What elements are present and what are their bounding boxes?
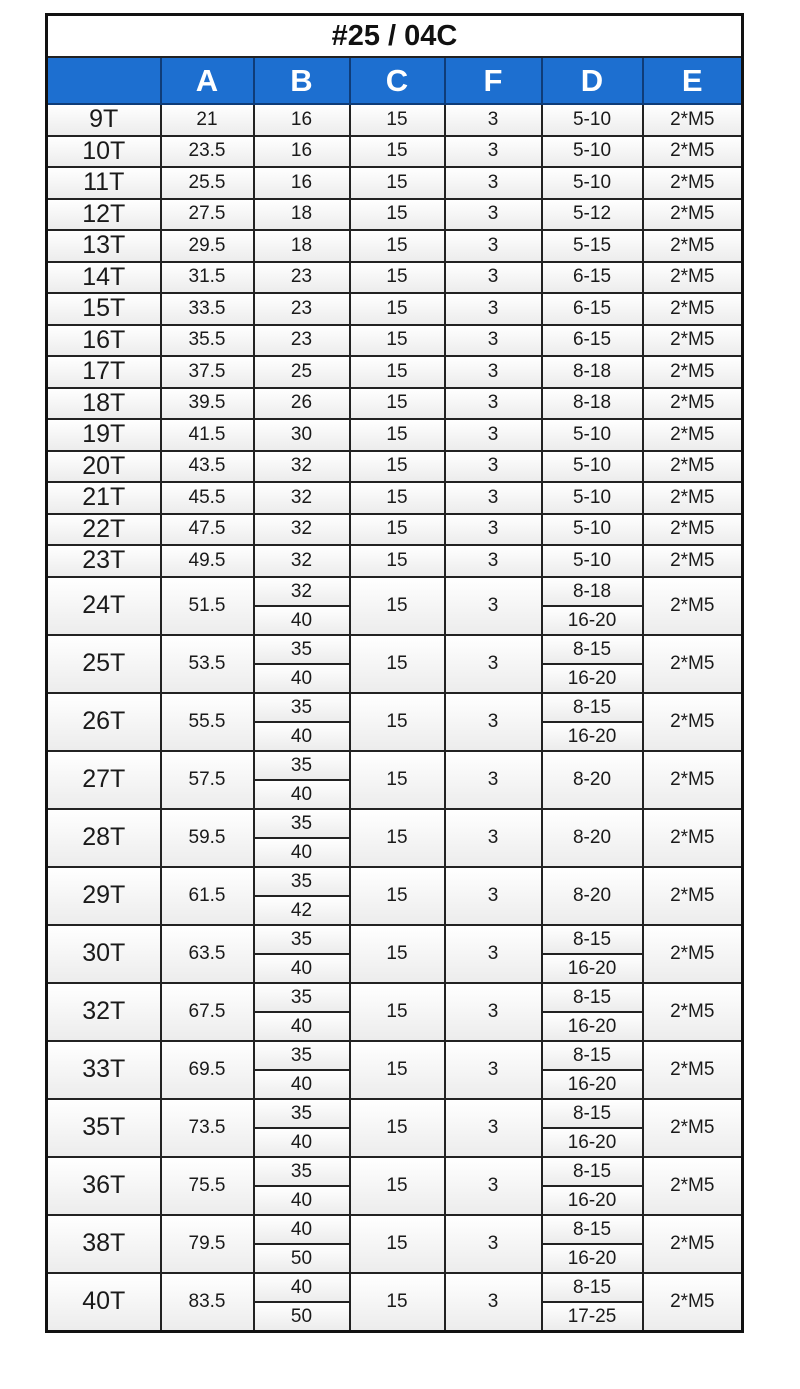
cell-e: 2*M5 <box>643 1041 743 1099</box>
cell-a: 61.5 <box>161 867 254 925</box>
cell-d-alt: 16-20 <box>542 1244 643 1273</box>
tooth-cell: 20T <box>47 451 161 483</box>
table-row <box>47 104 743 136</box>
table-row <box>47 419 743 451</box>
cell-f: 3 <box>445 419 542 451</box>
tooth-cell: 28T <box>47 809 161 867</box>
header-tooth <box>47 57 161 104</box>
tooth-cell: 40T <box>47 1273 161 1332</box>
cell-c: 15 <box>350 104 445 136</box>
tooth-cell: 33T <box>47 1041 161 1099</box>
cell-c: 15 <box>350 1041 445 1099</box>
cell-d-alt: 16-20 <box>542 606 643 635</box>
tooth-cell: 15T <box>47 293 161 325</box>
table-row <box>47 482 743 514</box>
cell-c: 15 <box>350 167 445 199</box>
cell-c: 15 <box>350 451 445 483</box>
cell-c: 15 <box>350 1273 445 1332</box>
cell-b: 30 <box>254 419 350 451</box>
cell-c: 15 <box>350 577 445 635</box>
cell-e: 2*M5 <box>643 230 743 262</box>
cell-e: 2*M5 <box>643 545 743 577</box>
cell-f: 3 <box>445 262 542 294</box>
cell-b: 35 <box>254 635 350 664</box>
cell-f: 3 <box>445 809 542 867</box>
cell-b: 23 <box>254 262 350 294</box>
table-row <box>47 1215 743 1244</box>
tooth-cell: 26T <box>47 693 161 751</box>
cell-d-alt: 16-20 <box>542 1070 643 1099</box>
cell-d: 5-10 <box>542 136 643 168</box>
cell-d: 8-15 <box>542 693 643 722</box>
cell-d: 5-15 <box>542 230 643 262</box>
cell-f: 3 <box>445 867 542 925</box>
cell-c: 15 <box>350 482 445 514</box>
cell-a: 27.5 <box>161 199 254 231</box>
cell-f: 3 <box>445 199 542 231</box>
cell-b: 35 <box>254 1099 350 1128</box>
cell-d: 8-15 <box>542 1273 643 1302</box>
cell-e: 2*M5 <box>643 199 743 231</box>
cell-e: 2*M5 <box>643 635 743 693</box>
cell-f: 3 <box>445 451 542 483</box>
cell-c: 15 <box>350 325 445 357</box>
cell-b: 40 <box>254 1215 350 1244</box>
cell-c: 15 <box>350 635 445 693</box>
cell-a: 75.5 <box>161 1157 254 1215</box>
table-row <box>47 136 743 168</box>
cell-b-alt: 40 <box>254 1186 350 1215</box>
cell-a: 23.5 <box>161 136 254 168</box>
cell-c: 15 <box>350 136 445 168</box>
table-row <box>47 293 743 325</box>
cell-a: 83.5 <box>161 1273 254 1332</box>
cell-a: 47.5 <box>161 514 254 546</box>
cell-a: 53.5 <box>161 635 254 693</box>
cell-c: 15 <box>350 262 445 294</box>
cell-d-alt: 17-25 <box>542 1302 643 1332</box>
cell-a: 31.5 <box>161 262 254 294</box>
table-row <box>47 451 743 483</box>
table-row <box>47 356 743 388</box>
cell-d: 5-10 <box>542 167 643 199</box>
tooth-cell: 16T <box>47 325 161 357</box>
cell-d: 8-20 <box>542 867 643 925</box>
cell-b: 35 <box>254 1157 350 1186</box>
cell-b: 35 <box>254 809 350 838</box>
cell-c: 15 <box>350 751 445 809</box>
tooth-cell: 36T <box>47 1157 161 1215</box>
cell-c: 15 <box>350 925 445 983</box>
cell-b-alt: 40 <box>254 838 350 867</box>
cell-a: 33.5 <box>161 293 254 325</box>
table-row <box>47 325 743 357</box>
tooth-cell: 18T <box>47 388 161 420</box>
cell-e: 2*M5 <box>643 167 743 199</box>
cell-d: 8-15 <box>542 983 643 1012</box>
tooth-cell: 9T <box>47 104 161 136</box>
cell-c: 15 <box>350 293 445 325</box>
cell-b: 25 <box>254 356 350 388</box>
cell-f: 3 <box>445 635 542 693</box>
table-row <box>47 693 743 722</box>
cell-b: 16 <box>254 167 350 199</box>
cell-d: 8-15 <box>542 1099 643 1128</box>
cell-f: 3 <box>445 514 542 546</box>
cell-d: 5-10 <box>542 104 643 136</box>
cell-b: 26 <box>254 388 350 420</box>
cell-a: 37.5 <box>161 356 254 388</box>
header-b: B <box>254 57 350 104</box>
cell-c: 15 <box>350 983 445 1041</box>
cell-e: 2*M5 <box>643 388 743 420</box>
cell-a: 29.5 <box>161 230 254 262</box>
cell-c: 15 <box>350 545 445 577</box>
cell-e: 2*M5 <box>643 751 743 809</box>
cell-b: 18 <box>254 230 350 262</box>
cell-b: 23 <box>254 325 350 357</box>
cell-e: 2*M5 <box>643 356 743 388</box>
cell-b-alt: 40 <box>254 780 350 809</box>
cell-f: 3 <box>445 1273 542 1332</box>
tooth-cell: 29T <box>47 867 161 925</box>
cell-d: 8-20 <box>542 751 643 809</box>
tooth-cell: 23T <box>47 545 161 577</box>
cell-e: 2*M5 <box>643 693 743 751</box>
cell-b-alt: 40 <box>254 1070 350 1099</box>
cell-b: 35 <box>254 867 350 896</box>
table-row <box>47 167 743 199</box>
cell-a: 39.5 <box>161 388 254 420</box>
cell-f: 3 <box>445 104 542 136</box>
cell-e: 2*M5 <box>643 482 743 514</box>
cell-b-alt: 40 <box>254 1128 350 1157</box>
cell-c: 15 <box>350 230 445 262</box>
cell-c: 15 <box>350 867 445 925</box>
cell-d: 8-20 <box>542 809 643 867</box>
cell-d: 5-10 <box>542 545 643 577</box>
cell-b: 16 <box>254 104 350 136</box>
cell-b: 32 <box>254 482 350 514</box>
cell-d: 8-18 <box>542 577 643 606</box>
cell-d: 8-15 <box>542 1157 643 1186</box>
table-row <box>47 262 743 294</box>
cell-f: 3 <box>445 1099 542 1157</box>
table-row <box>47 1273 743 1302</box>
table-row <box>47 809 743 838</box>
table-row <box>47 1099 743 1128</box>
cell-f: 3 <box>445 545 542 577</box>
cell-d-alt: 16-20 <box>542 1186 643 1215</box>
cell-a: 55.5 <box>161 693 254 751</box>
table-row <box>47 867 743 896</box>
cell-e: 2*M5 <box>643 104 743 136</box>
cell-d-alt: 16-20 <box>542 954 643 983</box>
cell-d: 8-15 <box>542 635 643 664</box>
cell-d-alt: 16-20 <box>542 1128 643 1157</box>
cell-e: 2*M5 <box>643 925 743 983</box>
table-row <box>47 577 743 606</box>
cell-e: 2*M5 <box>643 809 743 867</box>
tooth-cell: 21T <box>47 482 161 514</box>
cell-b-alt: 40 <box>254 722 350 751</box>
cell-f: 3 <box>445 230 542 262</box>
cell-a: 63.5 <box>161 925 254 983</box>
tooth-cell: 30T <box>47 925 161 983</box>
tooth-cell: 12T <box>47 199 161 231</box>
tooth-cell: 25T <box>47 635 161 693</box>
cell-b: 32 <box>254 577 350 606</box>
cell-b: 35 <box>254 983 350 1012</box>
cell-d: 5-10 <box>542 419 643 451</box>
cell-d: 8-15 <box>542 1215 643 1244</box>
cell-b: 35 <box>254 751 350 780</box>
cell-d: 6-15 <box>542 325 643 357</box>
cell-c: 15 <box>350 419 445 451</box>
cell-d: 8-18 <box>542 388 643 420</box>
table-row <box>47 925 743 954</box>
cell-b: 23 <box>254 293 350 325</box>
cell-e: 2*M5 <box>643 1099 743 1157</box>
cell-a: 73.5 <box>161 1099 254 1157</box>
cell-e: 2*M5 <box>643 451 743 483</box>
cell-d: 6-15 <box>542 262 643 294</box>
cell-a: 69.5 <box>161 1041 254 1099</box>
table-row <box>47 388 743 420</box>
cell-a: 45.5 <box>161 482 254 514</box>
cell-f: 3 <box>445 577 542 635</box>
cell-d: 5-10 <box>542 451 643 483</box>
cell-d-alt: 16-20 <box>542 1012 643 1041</box>
cell-e: 2*M5 <box>643 867 743 925</box>
cell-b-alt: 42 <box>254 896 350 925</box>
cell-b: 18 <box>254 199 350 231</box>
tooth-cell: 24T <box>47 577 161 635</box>
table-row <box>47 1157 743 1186</box>
cell-f: 3 <box>445 482 542 514</box>
cell-b: 32 <box>254 514 350 546</box>
cell-f: 3 <box>445 325 542 357</box>
header-c: C <box>350 57 445 104</box>
table-row <box>47 635 743 664</box>
table-row <box>47 751 743 780</box>
cell-d-alt: 16-20 <box>542 722 643 751</box>
cell-f: 3 <box>445 1157 542 1215</box>
spec-table <box>45 13 744 1333</box>
cell-b: 35 <box>254 925 350 954</box>
tooth-cell: 19T <box>47 419 161 451</box>
table-row <box>47 514 743 546</box>
tooth-cell: 17T <box>47 356 161 388</box>
cell-b: 16 <box>254 136 350 168</box>
tooth-cell: 11T <box>47 167 161 199</box>
cell-a: 25.5 <box>161 167 254 199</box>
cell-f: 3 <box>445 925 542 983</box>
cell-e: 2*M5 <box>643 1215 743 1273</box>
tooth-cell: 32T <box>47 983 161 1041</box>
cell-c: 15 <box>350 1099 445 1157</box>
cell-e: 2*M5 <box>643 983 743 1041</box>
tooth-cell: 38T <box>47 1215 161 1273</box>
cell-d: 8-15 <box>542 1041 643 1070</box>
cell-e: 2*M5 <box>643 293 743 325</box>
cell-f: 3 <box>445 167 542 199</box>
tooth-cell: 14T <box>47 262 161 294</box>
cell-e: 2*M5 <box>643 136 743 168</box>
cell-e: 2*M5 <box>643 325 743 357</box>
table-row <box>47 199 743 231</box>
cell-d: 5-12 <box>542 199 643 231</box>
cell-d: 5-10 <box>542 482 643 514</box>
table-title: #25 / 04C <box>47 15 743 58</box>
cell-b-alt: 50 <box>254 1244 350 1273</box>
cell-b: 40 <box>254 1273 350 1302</box>
cell-e: 2*M5 <box>643 577 743 635</box>
cell-f: 3 <box>445 293 542 325</box>
cell-f: 3 <box>445 1215 542 1273</box>
cell-c: 15 <box>350 514 445 546</box>
cell-f: 3 <box>445 1041 542 1099</box>
table-row <box>47 545 743 577</box>
cell-c: 15 <box>350 809 445 867</box>
cell-b-alt: 40 <box>254 664 350 693</box>
cell-a: 35.5 <box>161 325 254 357</box>
cell-a: 49.5 <box>161 545 254 577</box>
tooth-cell: 35T <box>47 1099 161 1157</box>
cell-b-alt: 40 <box>254 606 350 635</box>
cell-f: 3 <box>445 983 542 1041</box>
header-f: F <box>445 57 542 104</box>
cell-a: 21 <box>161 104 254 136</box>
cell-e: 2*M5 <box>643 1273 743 1332</box>
table-row <box>47 1041 743 1070</box>
cell-c: 15 <box>350 199 445 231</box>
cell-b-alt: 40 <box>254 1012 350 1041</box>
cell-e: 2*M5 <box>643 514 743 546</box>
cell-a: 79.5 <box>161 1215 254 1273</box>
cell-f: 3 <box>445 356 542 388</box>
header-a: A <box>161 57 254 104</box>
cell-e: 2*M5 <box>643 419 743 451</box>
tooth-cell: 13T <box>47 230 161 262</box>
cell-e: 2*M5 <box>643 262 743 294</box>
cell-a: 51.5 <box>161 577 254 635</box>
tooth-cell: 27T <box>47 751 161 809</box>
cell-b: 35 <box>254 1041 350 1070</box>
cell-e: 2*M5 <box>643 1157 743 1215</box>
cell-d-alt: 16-20 <box>542 664 643 693</box>
table-row <box>47 983 743 1012</box>
cell-a: 57.5 <box>161 751 254 809</box>
cell-c: 15 <box>350 356 445 388</box>
cell-d: 8-18 <box>542 356 643 388</box>
cell-a: 59.5 <box>161 809 254 867</box>
header-e: E <box>643 57 743 104</box>
cell-c: 15 <box>350 693 445 751</box>
cell-f: 3 <box>445 388 542 420</box>
cell-b: 35 <box>254 693 350 722</box>
cell-f: 3 <box>445 693 542 751</box>
cell-a: 43.5 <box>161 451 254 483</box>
cell-f: 3 <box>445 136 542 168</box>
cell-d: 8-15 <box>542 925 643 954</box>
cell-b: 32 <box>254 451 350 483</box>
tooth-cell: 22T <box>47 514 161 546</box>
cell-f: 3 <box>445 751 542 809</box>
cell-a: 41.5 <box>161 419 254 451</box>
table-row <box>47 230 743 262</box>
tooth-cell: 10T <box>47 136 161 168</box>
cell-b-alt: 50 <box>254 1302 350 1332</box>
cell-c: 15 <box>350 1157 445 1215</box>
cell-d: 6-15 <box>542 293 643 325</box>
cell-b-alt: 40 <box>254 954 350 983</box>
cell-b: 32 <box>254 545 350 577</box>
cell-c: 15 <box>350 1215 445 1273</box>
cell-c: 15 <box>350 388 445 420</box>
cell-d: 5-10 <box>542 514 643 546</box>
cell-a: 67.5 <box>161 983 254 1041</box>
header-d: D <box>542 57 643 104</box>
